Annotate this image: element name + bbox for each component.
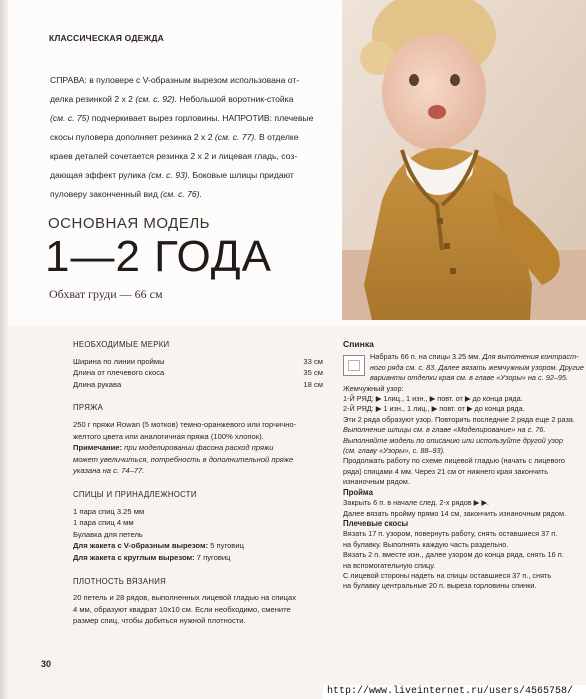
intro-line: (см. с. 75) подчеркивает вырез горловины. НАПРОТИВ: плечевые [50,113,314,123]
intro-line: пуловеру законченный вид (см. с. 76). [50,189,202,199]
measure-row: Длина рукава 18 см [73,379,323,389]
yarn-text: 250 г пряжи Rowan (5 мотков) темно-оранжевого или горчично- желтого цвета или аналогичная пряжа (100% хлопок). [73,419,297,441]
page-number: 30 [41,659,52,669]
book-gutter [0,0,8,699]
measure-row: Длина от плечевого скоса 35 см [73,368,323,378]
back-heading: Спинка [343,339,374,349]
instructions-column [343,339,586,592]
section-header: КЛАССИЧЕСКАЯ ОДЕЖДА [49,33,164,43]
intro-line: делка резинкой 2 х 2 (см. с. 92). Небольшой воротник-стойка [50,94,294,104]
yarn-note: Примечание: при моделировании фасона расход пряжи может увеличиться, потребность в дополнительной пряже указана на с. 74–77. [73,443,294,476]
needles-heading: СПИЦЫ И ПРИНАДЛЕЖНОСТИ [73,489,197,499]
intro-line: краев деталей сочетается резинка 2 х 2 и лицевая гладь, соз- [50,151,298,161]
age-title: 1—2 ГОДА [45,232,272,281]
model-label: ОСНОВНАЯ МОДЕЛЬ [48,215,211,232]
back-intro: Набрать 66 п. на спицы 3.25 мм. Для выполнения контраст- ного ряда см. с. 83. Далее вязать жемчужным узором. Другие варианты отделки края см. в главе «Узоры» на с. 92–95. [370,352,584,383]
chest-size: Обхват груди — 66 см [49,287,163,301]
measures-heading: НЕОБХОДИМЫЕ МЕРКИ [73,340,170,349]
gauge-text: 20 петель и 28 рядов, выполненных лицевой гладью на спицах 4 мм, образуют квадрат 10х10 см. Если необходимо, смените размер спиц, чтобы добиться нужной плотности. [73,593,297,626]
yarn-heading: ПРЯЖА [73,403,104,413]
intro-line: дающая эффект рулика (см. с. 93). Боковые шлицы придают [50,170,294,180]
armhole-heading: Пройма [343,487,373,497]
needles-list: 1 пара спиц 3.25 мм 1 пара спиц 4 мм Булавка для петель Для жакета с V-образным вырезом: 5 пуговиц Для жакета с круглым вырезом: 7 пуговиц [73,506,244,562]
contrast-row-icon [343,355,365,376]
measure-row: Ширина по линии проймы 33 см [73,356,323,366]
back-text: Жемчужный узор: 1-Й РЯД: ▶ 1лиц., 1 изн., ▶ повт. от ▶ до конца ряда. 2-Й РЯД: ▶ 1 изн., 1 лиц., ▶ повт. от ▶ до конца ряда. Эти 2 ряда образуют узор. Повторить последние 2 ряда еще 2 раза. Выполнение шлицы см. в главе «Моделирование» на с. 76. Выполняйте модель по описанию или используйте другой узор (см. главу «Узоры», с. 88–93). Продолжать работу по схеме лицевой гладью (начать с лицевого ряда) спицами 4 мм. Через 21 см от нижнего края закончить изнаночным рядом. [343,383,575,487]
shoulder-text: Вязать 17 п. узором, повернуть работу, снять оставшиеся 37 п. на булавку. Выполнять каждую часть раздельно. Вязать 2 п. вместе изн., далее узором до конца ряда, снять 16 п. на вспомогательную спицу. С лицевой стороны надеть на спицы оставшиеся 37 п., снять на булавку центральные 20 п. выреза горловины спинки. [343,529,564,591]
shoulder-heading: Плечевые скосы [343,518,409,528]
intro-text [50,71,340,204]
intro-line: скосы пуловера дополняет резинка 2 х 2 (см. с. 77). В отделке [50,132,299,142]
intro-line: СПРАВА: в пуловере с V-образным вырезом использована от- [50,75,300,85]
gauge-heading: ПЛОТНОСТЬ ВЯЗАНИЯ [73,576,167,586]
armhole-text: Закрыть 6 п. в начале след. 2-х рядов ▶ ▶. Далее вязать пройму прямо 14 см, закончить изнаночным рядом. [343,498,566,518]
materials-column [73,339,323,627]
source-url: http://www.liveinternet.ru/users/4565758/ [323,685,586,699]
child-photo [342,0,586,320]
